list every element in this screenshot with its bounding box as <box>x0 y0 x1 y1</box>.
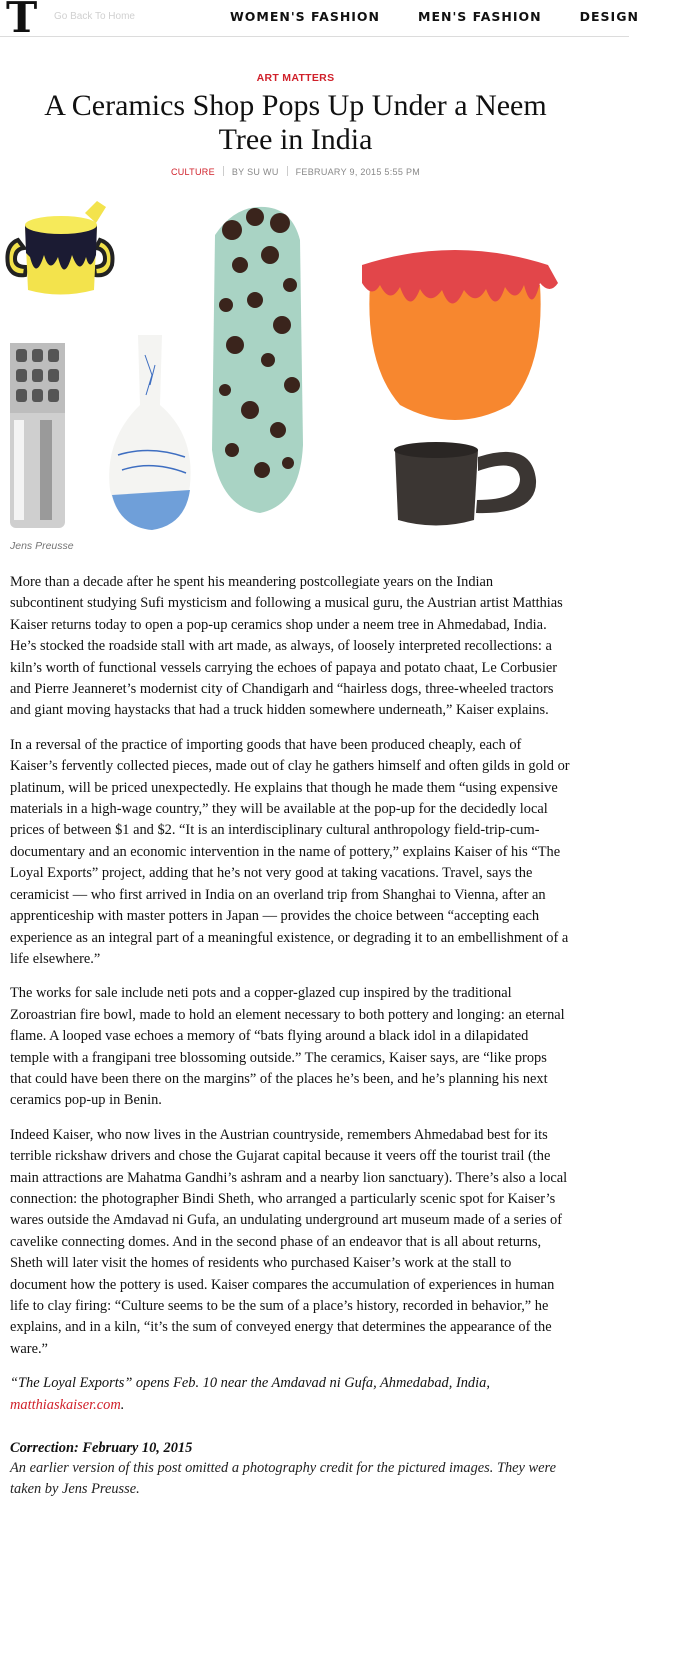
main-nav <box>230 9 677 24</box>
author[interactable]: BY SU WU <box>231 167 279 177</box>
byline <box>0 166 591 177</box>
ceramics-photo <box>0 195 591 535</box>
nav-design[interactable]: DESIGN <box>579 9 639 24</box>
nav-womens-fashion[interactable]: WOMEN'S FASHION <box>230 9 381 24</box>
nav-mens-fashion[interactable]: MEN'S FASHION <box>418 9 542 24</box>
dark-textured-mug <box>394 442 536 526</box>
correction-title: Correction: February 10, 2015 <box>10 1440 193 1457</box>
image-credit: Jens Preusse <box>10 540 74 552</box>
silver-vessel <box>10 343 65 528</box>
paragraph: Indeed Kaiser, who now lives in the Austrian countryside, remembers Ahmedabad best for its terrible rickshaw drivers and chose the Gujarat capital because it veers off the tourist trail (the main attractions are Mahatma Gandhi’s ashram and a nearby lion sanctuary). There’s also a local connection: the photographer Bindi Sheth, who arranged a particularly scenic spot for Kaiser’s wares outside the Amdavad ni Gufa, an undulating underground art museum made of a series of cavelike connecting domes. And in the second phase of an endeavor that is all about returns, Sheth will later visit the homes of residents who purchased Kaiser’s work at the stall to document how the pottery is used. Kaiser compares the accumulation of experiences in human life to clay firing: “Culture seems to be the sum of a place’s history, recorded in behavior,” he explains, and in a kiln, “it’s the sum of conveyed energy that determines the appearance of the ware.” <box>10 1126 568 1357</box>
event-note <box>10 1373 570 1416</box>
event-note-period: . <box>120 1396 125 1413</box>
publish-date: FEBRUARY 9, 2015 5:55 PM <box>295 167 421 177</box>
speckled-vase <box>212 207 303 513</box>
event-note-text: “The Loyal Exports” opens Feb. 10 near the Amdavad ni Gufa, Ahmedabad, India, <box>10 1375 490 1392</box>
paragraph: In a reversal of the practice of importing goods that have been produced cheaply, each of Kaiser’s fervently collected pieces, made out of clay he gathers himself and often gilds in gold or platinum, will be priced unexpectedly. He explains that though he made them “using expensive materials in a high-wage country,” they will be available at the pop-up for the decidedly local prices of between $1 and $2. “It is an interdisciplinary cultural anthropology field-trip-cum-documentary and an economic intervention in the name of pottery,” explains Kaiser of his “The Loyal Exports” project, adding that he’s not very good at taking vacations. Travel, says the ceramicist — who first arrived in India on an overland trip from Shanghai to Vienna, after an apprenticeship with master potters in Japan — provides the choice between “accepting each experience as an integral part of a meaningful existence, or degrading it to an embellishment of a life elsewhere.” <box>10 736 570 967</box>
article-kicker[interactable]: ART MATTERS <box>256 72 335 84</box>
yellow-black-cup <box>7 201 112 295</box>
correction-text: An earlier version of this post omitted a photography credit for the pictured images. They were taken by Jens Preusse. <box>10 1460 556 1498</box>
article-body <box>10 572 570 1501</box>
site-header <box>0 0 639 42</box>
article-title: A Ceramics Shop Pops Up Under a Neem Tree in India <box>44 89 547 156</box>
category-link[interactable]: CULTURE <box>170 167 215 177</box>
go-back-link[interactable]: Go Back To Home <box>54 11 135 22</box>
paragraph: More than a decade after he spent his meandering postcollegiate years on the Indian subcontinent studying Sufi mysticism and following a musical guru, the Austrian artist Matthias Kaiser returns today to open a pop-up ceramics shop under a neem tree in Ahmedabad, India. He’s stocked the roadside stall with art made, as always, of loosely interpreted recollections: a kiln’s worth of functional vessels carrying the echoes of papaya and potato chaat, Le Corbusier and Pierre Jeanneret’s modernist city of Chandigarh and “hairless dogs, three-wheeled tractors and giant moving haystacks that had a truck hidden somewhere underneath,” Kaiser explains. <box>10 574 563 719</box>
paragraph: The works for sale include neti pots and a copper-glazed cup inspired by the traditional Zoroastrian fire bowl, made to hold an element necessary to both pottery and longing: an eternal flame. A looped vase echoes a memory of “bats flying around a black idol in a dilapidated temple with a frangipani tree blossoming outside.” The ceramics, Kaiser says, are “like props that could have been there on the margins” of the places he’s been, and he’s planning his next ceramics pop-up in Benin. <box>10 985 565 1109</box>
t-logo[interactable]: T <box>6 0 36 42</box>
byline-divider <box>287 166 288 176</box>
white-blue-vase <box>109 335 190 530</box>
byline-divider <box>223 166 224 176</box>
orange-red-bowl <box>362 250 558 420</box>
artist-website-link[interactable]: matthiaskaiser.com <box>10 1396 121 1413</box>
